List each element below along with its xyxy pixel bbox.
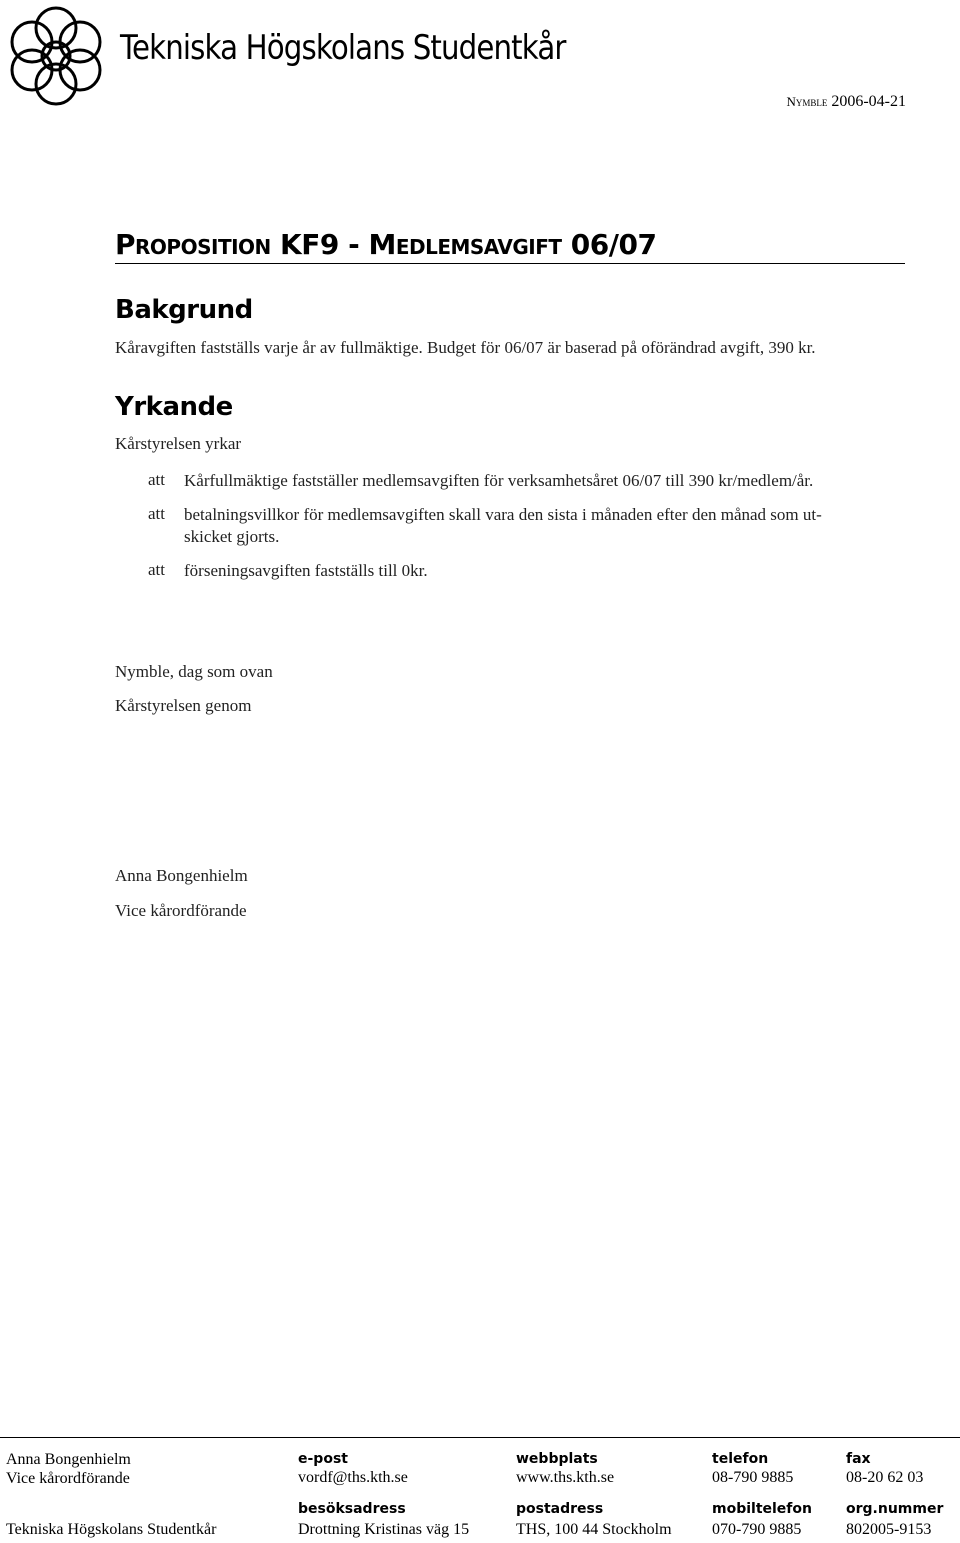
motion-item-text: Kårfullmäktige fastställer medlemsavgiften för verksamhetsåret 06/07 till 390 kr/medlem/år. (184, 471, 814, 490)
motion-heading: Yrkande (115, 392, 233, 422)
att-key: att (148, 560, 165, 579)
motion-item-text: förseningsavgiften fastställs till 0kr. (184, 561, 428, 580)
org-name: Tekniska Högskolans Studentkår (120, 28, 566, 68)
title-part: KF9 - (270, 228, 369, 261)
orgnr-label: org.nummer (846, 1501, 944, 1517)
closing-line: Kårstyrelsen genom (115, 696, 252, 715)
email-label: e-post (298, 1451, 348, 1467)
att-key: att (148, 504, 165, 523)
phone-value: 08-790 9885 (712, 1469, 794, 1486)
footer-divider (0, 1437, 960, 1438)
phone-label: telefon (712, 1451, 769, 1467)
title-part: M (368, 228, 396, 261)
background-heading: Bakgrund (115, 295, 253, 325)
footer-org: Tekniska Högskolans Studentkår (6, 1521, 217, 1538)
mobile-label: mobiltelefon (712, 1501, 812, 1517)
footer-name: Anna Bongenhielm (6, 1451, 131, 1468)
document-title (115, 228, 905, 264)
visit-address-value: Drottning Kristinas väg 15 (298, 1521, 470, 1538)
footer-role: Vice kårordförande (6, 1470, 130, 1487)
document-date (786, 93, 906, 111)
motion-item-text: betalningsvillkor för medlemsavgiften skall vara den sista i månaden efter den månad som ut- skicket gjorts. (184, 505, 822, 546)
signature-role: Vice kårordförande (115, 901, 247, 920)
motion-item (148, 560, 908, 582)
fax-label: fax (846, 1451, 871, 1467)
web-label: webbplats (516, 1451, 598, 1467)
ths-logo (4, 4, 108, 108)
mobile-value: 070-790 9885 (712, 1521, 802, 1538)
motion-item (148, 504, 870, 548)
signature-name: Anna Bongenhielm (115, 866, 248, 885)
title-part: P (115, 228, 136, 261)
post-address-label: postadress (516, 1501, 604, 1517)
fax-value: 08-20 62 03 (846, 1469, 924, 1486)
motion-intro: Kårstyrelsen yrkar (115, 434, 242, 453)
post-address-value: THS, 100 44 Stockholm (516, 1521, 672, 1538)
date-value: 2006-04-21 (831, 93, 906, 110)
background-text: Kåravgiften fastställs varje år av fullmäktige. Budget för 06/07 är baserad på oförändrad avgift, 390 kr. (115, 338, 816, 357)
title-part: EDLEMSAVGIFT (395, 235, 562, 259)
closing-line: Nymble, dag som ovan (115, 662, 273, 681)
email-value: vordf@ths.kth.se (298, 1469, 408, 1486)
title-part: ROPOSITION (135, 235, 271, 259)
att-key: att (148, 470, 165, 489)
motion-item (148, 470, 908, 492)
orgnr-value: 802005-9153 (846, 1521, 932, 1538)
date-place: Nymble (786, 94, 828, 109)
visit-address-label: besöksadress (298, 1501, 406, 1517)
web-value: www.ths.kth.se (516, 1469, 615, 1486)
title-part: 06/07 (561, 228, 657, 261)
